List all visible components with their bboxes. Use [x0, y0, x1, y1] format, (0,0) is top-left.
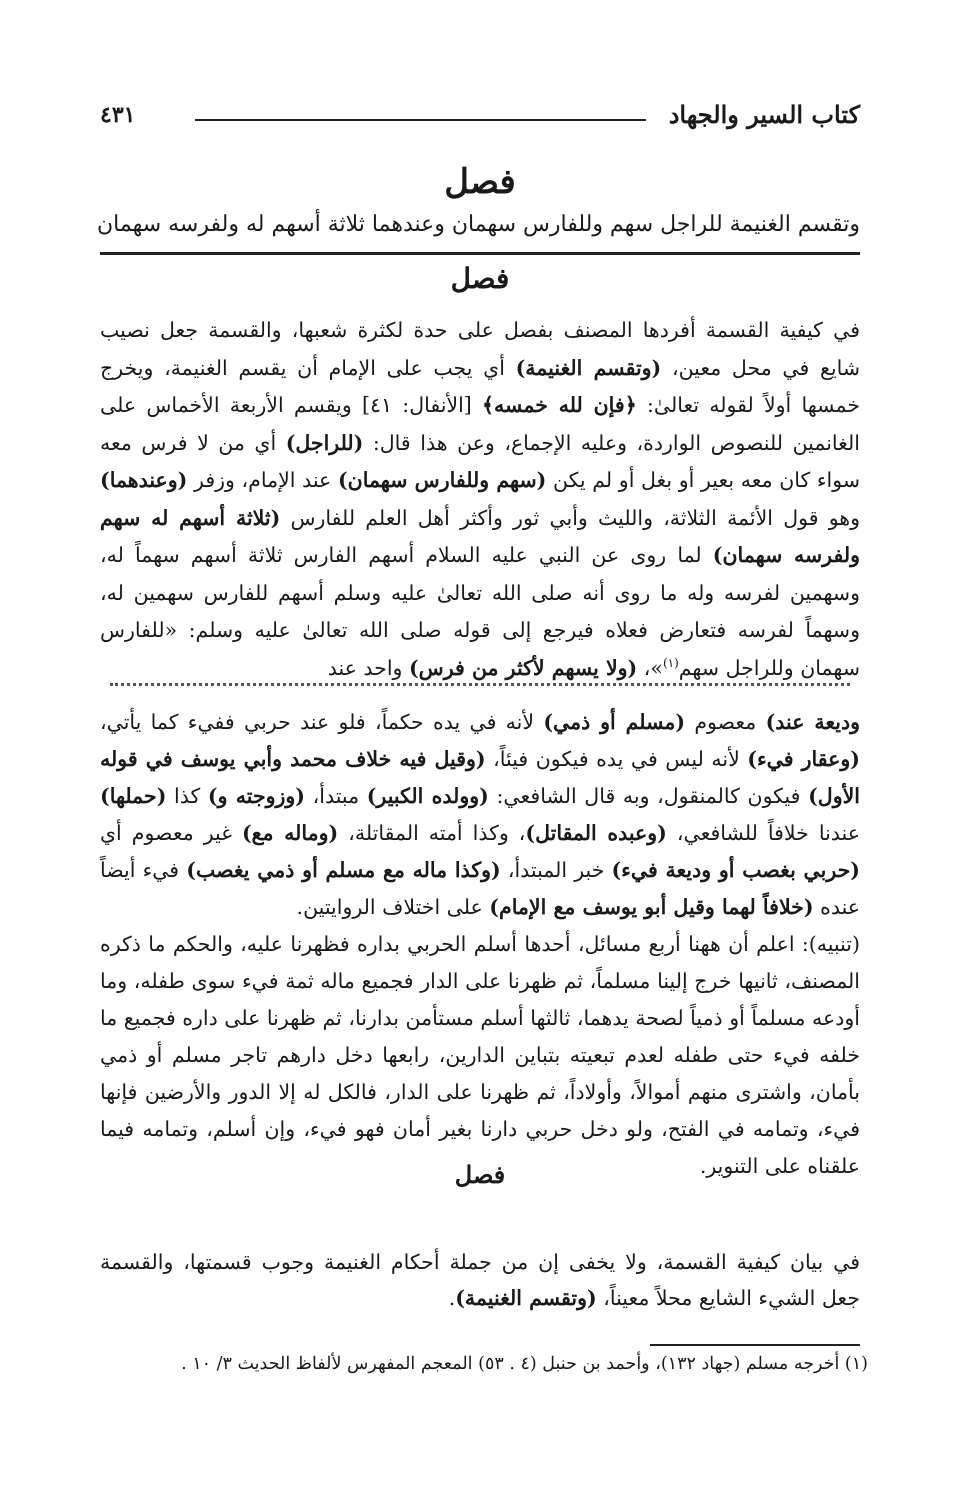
matn-divider: [100, 252, 860, 255]
matn-text: وتقسم الغنيمة للراجل سهم وللفارس سهمان وعندهما ثلاثة أسهم له ولفرسه سهمان: [96, 212, 860, 237]
lower-section-title: فصل: [454, 1160, 506, 1189]
header-book-title: كتاب السير والجهاد: [668, 100, 860, 129]
dotted-separator: [110, 683, 850, 686]
notice-paragraph: (تنبيه): اعلم أن ههنا أربع مسائل، أحدها أسلم الحربي بداره فظهرنا عليه، والحكم ما ذكره المصنف، ثانيها خرج إلينا مسلماً، ثم ظهرنا على الدار فجميع ماله ثمة فيء سوى طفله، وما أودعه مسلماً أو ذمياً لصحة يدهما، ثالثها أسلم مستأمن بدارنا، ثم ظهرنا على داره فجميع ما خلفه فيء حتى طفله لعدم تبعيته بتباين الدارين، رابعها دخل دارهم تاجر مسلم أو ذمي بأمان، واشترى منهم أموالاً، وأولاداً، ثم ظهرنا على الدار، فالكل له إلا الدور والأرضين فإنها فيء، وتمامه في الفتح، ولو دخل حربي دارنا بغير أمان فهو فيء، وإن أسلم، وتمامه فيما علقناه على التنوير.: [100, 932, 860, 1178]
lower-section-paragraph: في بيان كيفية القسمة، ولا يخفى إن من جملة أحكام الغنيمة وجوب قسمتها، والقسمة جعل الشيء الشايع محلاً معيناً، (وتقسم الغنيمة).: [100, 1250, 860, 1310]
running-header: [100, 96, 860, 136]
quran-quote: ﴿فإن لله خمسه﴾: [482, 393, 637, 417]
commentary-section-title: فصل: [450, 262, 510, 295]
commentary-paragraph: في كيفية القسمة أفردها المصنف بفصل على حدة لكثرة شعبها، والقسمة جعل نصيب شايع في محل معين، (وتقسم الغنيمة) أي يجب على الإمام أن يقسم الغنيمة، ويخرج خمسها أولاً لقوله تعالىٰ: ﴿فإن لله خمسه﴾ [الأنفال: ٤١] ويقسم الأربعة الأخماس على الغانمين للنصوص الواردة، وعليه الإجماع، وعن هذا قال: (للراجل) أي من لا فرس معه سواء كان معه بعير أو بغل أو لم يكن (سهم وللفارس سهمان) عند الإمام، وزفر (وعندهما) وهو قول الأئمة الثلاثة، والليث وأبي ثور وأكثر أهل العلم للفارس (ثلاثة أسهم له سهم ولفرسه سهمان) لما روى عن النبي عليه السلام أسهم الفارس ثلاثة أسهم سهماً له، وسهمين لفرسه وله ما روى أنه صلى الله تعالىٰ عليه وسلم أسهم للفارس سهمين له، وسهماً لفرسه فتعارض فعلاه فيرجع إلى قوله صلى الله تعالىٰ عليه وسلم: «للفارس سهمان وللراجل سهم$^{(١)}$»، (ولا يسهم لأكثر من فرس) واحد عند: [100, 318, 861, 680]
footnote-reference: (١): [662, 655, 679, 670]
footnote-rule: [650, 1344, 860, 1346]
header-rule: [195, 119, 646, 121]
footnote: (١) أخرجه مسلم (جهاد ١٣٢)، وأحمد بن حنبل (٤ . ٥٣) المعجم المفهرس لألفاظ الحديث ٣/ ١٠ .: [181, 1354, 868, 1374]
lower-commentary-paragraph: وديعة عند) معصوم (مسلم أو ذمي) لأنه في يده حكماً، فلو عند حربي ففيء كما يأتي، (وعقار فيء) لأنه ليس في يده فيكون فيئاً، (وقيل فيه خلاف محمد وأبي يوسف في قوله الأول) فيكون كالمنقول، وبه قال الشافعي: (وولده الكبير) مبتدأ، (وزوجته و) كذا (حملها) عندنا خلافاً للشافعي، (وعبده المقاتل)، وكذا أمته المقاتلة، (وماله مع) غير معصوم أي (حربي بغصب أو وديعة فيء) خبر المبتدأ، (وكذا ماله مع مسلم أو ذمي يغصب) فيء أيضاً عنده (خلافاً لهما وقيل أبو يوسف مع الإمام) على اختلاف الروايتين.: [100, 710, 861, 919]
page-number: ٤٣١: [100, 102, 136, 128]
section-title: فصل: [444, 162, 516, 202]
